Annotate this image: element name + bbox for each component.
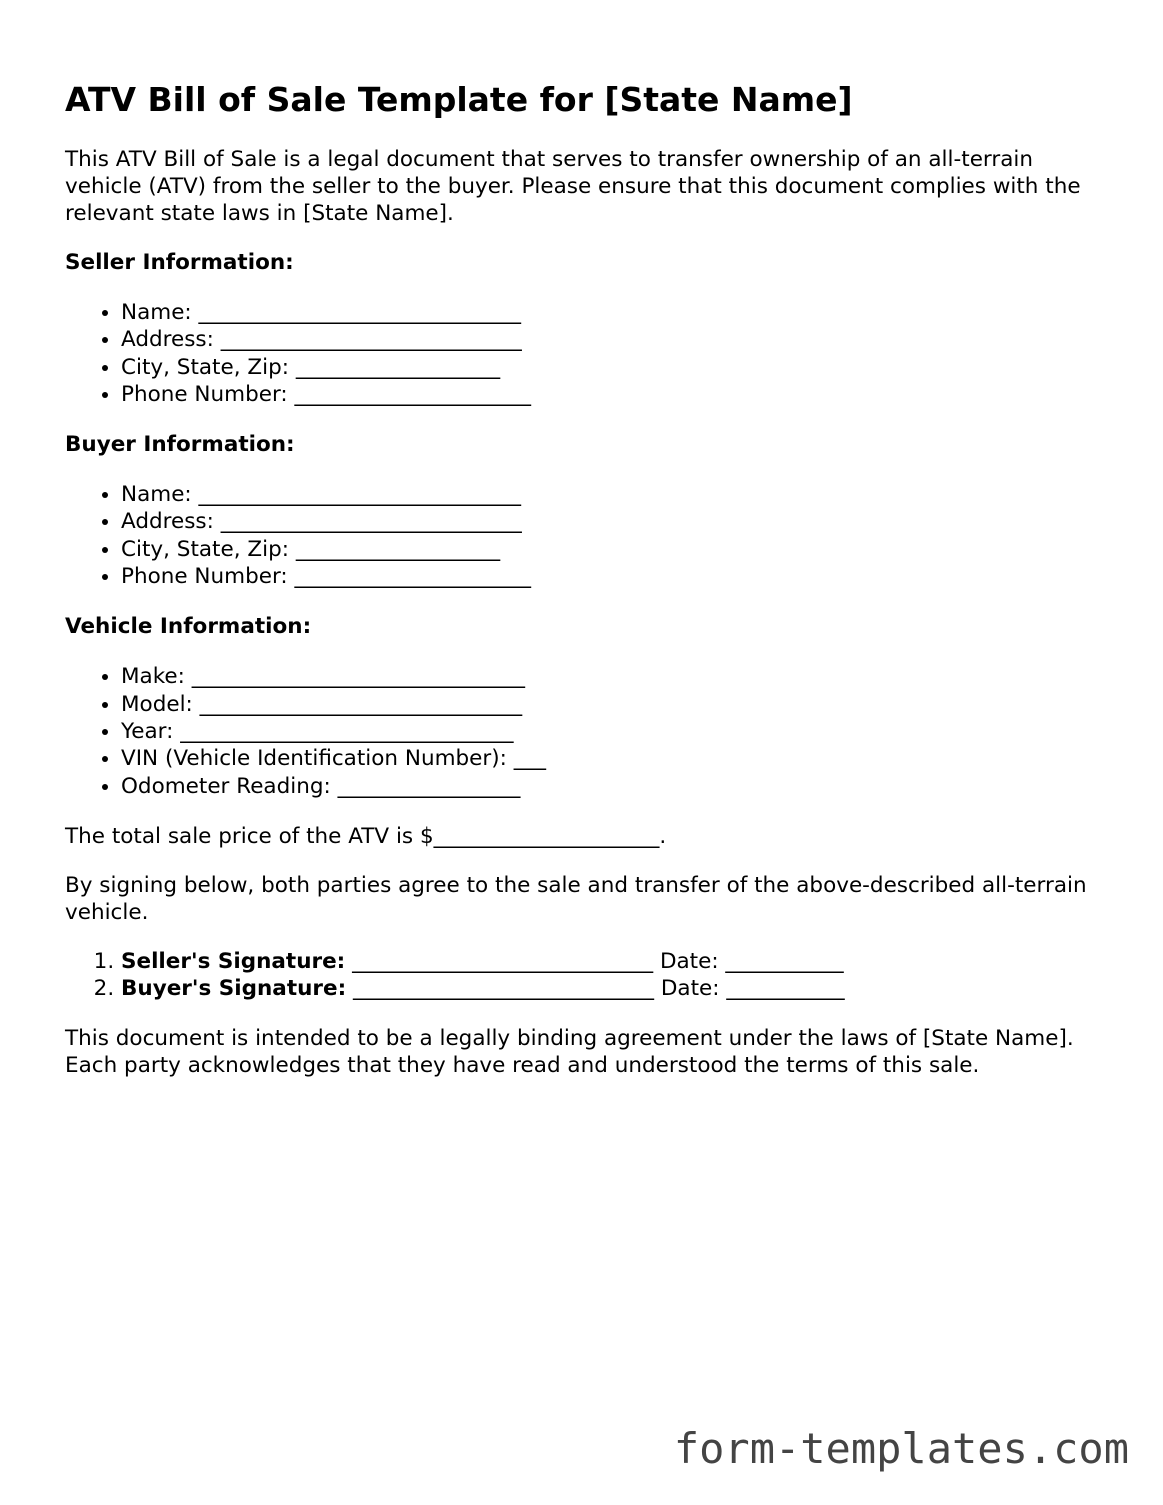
- seller-signature-line: [121, 948, 1105, 975]
- seller-section-heading: Seller Information:: [65, 250, 294, 275]
- seller-name-field: • Name: ______________________________: [121, 299, 1105, 326]
- buyer-name-field: • Name: ______________________________: [121, 481, 1105, 508]
- buyer-phone-field: • Phone Number: ______________________: [121, 563, 1105, 590]
- document-title: ATV Bill of Sale Template for [State Name]: [65, 80, 853, 119]
- buyer-section-heading: Buyer Information:: [65, 432, 295, 458]
- buyer-city-state-zip-field: • City, State, Zip: ___________________: [121, 536, 1105, 563]
- seller-signature-label: Seller's Signature:: [121, 948, 346, 974]
- vehicle-model-field: • Model: ______________________________: [121, 691, 1105, 718]
- signature-list: [65, 948, 1105, 1003]
- watermark: form-templates.com: [673, 1424, 1129, 1473]
- vehicle-info-list: [65, 663, 1105, 799]
- seller-city-state-zip-field: • City, State, Zip: ___________________: [121, 354, 1105, 381]
- vehicle-vin-field: • VIN (Vehicle Identification Number): ___: [121, 745, 1105, 772]
- seller-phone-field: • Phone Number: ______________________: [121, 381, 1105, 408]
- seller-address-field: • Address: ____________________________: [121, 326, 1105, 353]
- vehicle-odometer-field: • Odometer Reading: _________________: [121, 773, 1105, 800]
- vehicle-year-field: • Year: _______________________________: [121, 718, 1105, 745]
- buyer-address-field: • Address: ____________________________: [121, 508, 1105, 535]
- buyer-signature-line: [121, 975, 1105, 1002]
- document-page: [65, 78, 1105, 1101]
- agreement-statement: By signing below, both parties agree to the sale and transfer of the above-described all-terrain vehicle.: [65, 872, 1087, 925]
- vehicle-make-field: • Make: _______________________________: [121, 663, 1105, 690]
- intro-paragraph: This ATV Bill of Sale is a legal document that serves to transfer ownership of an all-terrain vehicle (ATV) from the seller to the buyer. Please ensure that this document complies with the relevant state laws in [State Name].: [65, 147, 1081, 226]
- buyer-info-list: [65, 481, 1105, 590]
- buyer-signature-label: Buyer's Signature:: [121, 976, 347, 1002]
- closing-paragraph: This document is intended to be a legally binding agreement under the laws of [State Name]. Each party acknowledges that they have read and understood the terms of this sale.: [65, 1026, 1074, 1079]
- sale-price-statement: The total sale price of the ATV is $_____________________.: [65, 823, 667, 849]
- seller-signature-blank: ____________________________ Date: ___________: [345, 948, 844, 974]
- seller-info-list: [65, 299, 1105, 408]
- vehicle-section-heading: Vehicle Information:: [65, 614, 312, 640]
- buyer-signature-blank: ____________________________ Date: ___________: [346, 976, 845, 1002]
